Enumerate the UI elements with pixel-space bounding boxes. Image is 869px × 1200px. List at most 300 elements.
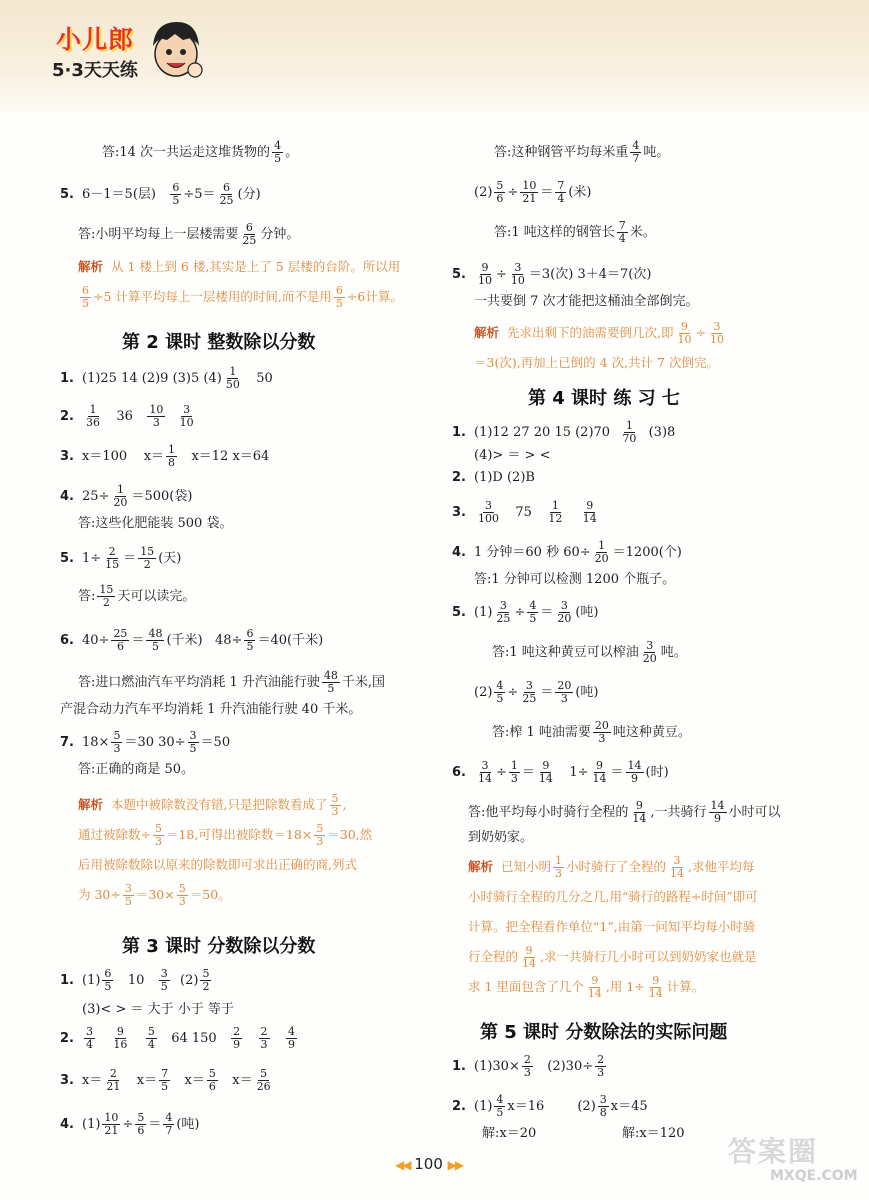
denominator: 3 <box>598 732 606 745</box>
question-number: 2. <box>452 1099 466 1114</box>
fraction <box>537 760 555 785</box>
fraction <box>153 823 164 848</box>
denominator: 5 <box>104 980 112 993</box>
text: 10 <box>127 973 145 988</box>
denominator: 9 <box>631 772 639 785</box>
fraction <box>494 680 505 705</box>
answer-line: 答:这些化肥能装 500 袋。 <box>78 516 233 531</box>
solution-line: 解:x＝20 <box>482 1126 537 1141</box>
analysis-block: 解析 本题中被除数没有错,只是把除数看成了 $\frac{5}{3}$ , 通过被除数÷ $\frac{5}{3}$ ＝18,可得出被除数＝18× $\frac{5}{3}$ ＝30,然 后用被除数除以原来的除数即可求出正确的商,列式 为 30÷ $\frac{3}{5}$ ＝30× $\frac{5}{3}$ ＝50。 <box>78 792 373 908</box>
denominator: 5 <box>529 612 537 625</box>
denominator: 3 <box>260 1038 268 1051</box>
numerator: 6 <box>82 284 89 297</box>
question-6: 6. 40÷ $\frac{25}{6}$ ＝ $\frac{48}{5}$ (千米) 48÷ $\frac{6}{5}$ ＝40(千米) <box>60 627 324 653</box>
text: (1) <box>474 605 493 620</box>
numerator: 3 <box>499 599 507 612</box>
answer-line <box>492 720 691 745</box>
text: x＝ <box>136 1073 158 1088</box>
fraction <box>476 500 501 525</box>
numerator: 2 <box>260 1025 268 1038</box>
text: (1) <box>82 1117 101 1132</box>
denominator: 14 <box>522 957 537 970</box>
answer-line: 产混合动力汽车平均消耗 1 升汽油能行驶 40 千米。 <box>60 702 362 717</box>
fraction <box>593 720 611 745</box>
text: x＝ <box>184 1073 205 1088</box>
denominator: 4 <box>557 192 565 205</box>
analysis-block <box>468 852 838 1002</box>
numerator: 1 <box>510 759 518 772</box>
numerator: 3 <box>160 967 168 980</box>
text: 分钟。 <box>260 227 300 242</box>
numerator: 7 <box>161 1067 169 1080</box>
denominator: 4 <box>147 1038 155 1051</box>
watermark-url: MXQE.COM <box>770 1168 858 1184</box>
text: (吨) <box>176 1117 200 1132</box>
text: (天) <box>158 551 182 566</box>
text: ,求一共骑行几小时可以到奶奶家也就是 <box>540 949 757 964</box>
text: ,用 1÷ <box>605 979 645 994</box>
question-2: 2. $\frac{1}{36}$ 36 $\frac{10}{3}$ $\frac{3}{10}$ <box>60 403 194 429</box>
denominator: 9 <box>714 812 722 825</box>
denominator: 10 <box>478 274 492 287</box>
fraction <box>520 680 538 705</box>
fraction <box>593 540 611 565</box>
fraction <box>555 600 573 625</box>
fraction <box>522 1054 533 1079</box>
answer-line <box>494 220 656 245</box>
denominator: 5 <box>124 895 132 908</box>
numerator: 9 <box>525 944 533 957</box>
denominator: 5 <box>496 1106 504 1119</box>
text: 75 <box>515 505 532 520</box>
fraction <box>641 640 659 665</box>
fraction <box>244 628 255 653</box>
denominator: 14 <box>632 812 647 825</box>
numerator: 25 <box>113 627 128 640</box>
section-heading: 第 4 课时 练 习 七 <box>528 388 680 409</box>
question-number: 7. <box>60 735 74 750</box>
section-heading: 第 5 课时 分数除法的实际问题 <box>480 1022 728 1043</box>
numerator: 2 <box>597 1053 605 1066</box>
denominator: 25 <box>496 612 511 625</box>
denominator: 5 <box>151 640 159 653</box>
text: (2) <box>577 1099 596 1114</box>
answer-line <box>492 640 687 665</box>
analysis-block: 解析 先求出剩下的油需要倒几次,即 $\frac{9}{10}$ ÷ $\frac{3}{10}$ ＝3(次),再加上已倒的 4 次,共计 7 次倒完。 <box>474 320 724 370</box>
question-5: 5. $\frac{9}{10}$ ÷ $\frac{3}{10}$ ＝3(次) 3＋4＝7(次) <box>452 261 652 287</box>
denominator: 3 <box>316 835 324 848</box>
logo-subtitle: 5·3天天练 <box>52 60 138 81</box>
text: 答:他平均每小时骑行全程的 <box>468 805 629 820</box>
denominator: 6 <box>496 192 504 205</box>
numerator: 3 <box>485 499 492 512</box>
fraction <box>102 968 113 993</box>
fraction <box>224 366 242 391</box>
question-number: 4. <box>60 489 74 504</box>
fraction <box>159 968 170 993</box>
question-number: 6. <box>60 633 74 648</box>
denominator: 3 <box>113 742 121 755</box>
numerator: 5 <box>178 882 186 895</box>
text: 求 1 里面包含了几个 <box>468 979 584 994</box>
question-number: 6. <box>452 765 466 780</box>
fraction <box>598 1094 609 1119</box>
numerator: 3 <box>514 261 522 274</box>
question-2 <box>452 468 535 488</box>
watermark: 答案圈 <box>728 1135 819 1168</box>
numerator: 4 <box>274 139 282 152</box>
denominator: 3 <box>152 416 160 429</box>
fraction <box>111 730 122 755</box>
question-number: 5. <box>60 551 74 566</box>
numerator: 2 <box>523 1053 531 1066</box>
text: x＝12 x＝64 <box>191 449 270 464</box>
question-4-2: (2) $\frac{5}{6}$ ÷ $\frac{10}{21}$ ＝ $\frac{7}{4}$ (米) <box>474 179 592 205</box>
numerator: 3 <box>673 854 681 867</box>
fraction <box>709 800 727 825</box>
denominator: 12 <box>548 512 563 525</box>
denominator: 20 <box>557 612 572 625</box>
fraction <box>494 1094 505 1119</box>
fraction <box>80 285 91 310</box>
denominator: 9 <box>233 1038 241 1051</box>
question-number: 3. <box>60 1073 74 1088</box>
denominator: 14 <box>648 987 663 1000</box>
numerator: 10 <box>522 179 537 192</box>
numerator: 3 <box>86 1025 93 1038</box>
fraction <box>581 500 599 525</box>
text: 为 30÷ <box>78 887 121 902</box>
answer-line: 答: $\frac{15}{2}$ 天可以读完。 <box>78 583 196 609</box>
numerator: 9 <box>596 759 603 772</box>
numerator: 1 <box>116 483 124 496</box>
fraction <box>322 670 340 695</box>
text: x＝100 <box>82 449 128 464</box>
fraction <box>708 321 726 346</box>
text: (3)8 <box>648 425 676 440</box>
fraction <box>676 321 694 346</box>
denominator: 21 <box>104 1124 119 1137</box>
numerator: 5 <box>137 1111 145 1124</box>
numerator: 1 <box>551 499 559 512</box>
fraction <box>146 1026 157 1051</box>
denominator: 14 <box>592 772 607 785</box>
numerator: 1 <box>555 854 563 867</box>
question-number: 4. <box>452 545 466 560</box>
fraction <box>240 222 258 247</box>
text: (米) <box>568 185 592 200</box>
text: (2) <box>180 973 199 988</box>
numerator: 3 <box>481 759 489 772</box>
question-4: 4. (1) $\frac{10}{21}$ ÷ $\frac{5}{6}$ ＝ $\frac{4}{7}$ (吨) <box>60 1111 200 1137</box>
fraction <box>231 1026 242 1051</box>
numerator: 20 <box>557 679 572 692</box>
numerator: 5 <box>331 792 339 805</box>
analysis-tag: 解析 <box>468 859 494 874</box>
numerator: 48 <box>148 627 163 640</box>
question-5b: 5. 1÷ $\frac{2}{15}$ ＝ $\frac{15}{2}$ (天) <box>60 545 182 571</box>
question-number: 1. <box>60 973 74 988</box>
numerator: 7 <box>618 219 626 232</box>
question-number: 1. <box>452 425 466 440</box>
fraction <box>330 793 341 818</box>
denominator: 14 <box>538 772 553 785</box>
text: 后用被除数除以原来的除数即可求出正确的商,列式 <box>78 857 357 872</box>
text: (1)12 27 20 15 (2)70 <box>474 425 611 440</box>
numerator: 10 <box>104 1111 119 1124</box>
text: (千米) <box>166 633 203 648</box>
denominator: 3 <box>560 692 568 705</box>
question-number: 5. <box>452 267 466 282</box>
fraction <box>668 855 686 880</box>
fraction <box>159 1068 170 1093</box>
numerator: 48 <box>323 669 338 682</box>
text: 答:1 吨这种黄豆可以榨油 <box>492 645 639 660</box>
numerator: 2 <box>108 545 116 558</box>
text: 天可以读完。 <box>117 589 196 604</box>
fraction <box>494 600 512 625</box>
text: 6－1＝5(层) <box>82 187 156 202</box>
fraction <box>617 220 628 245</box>
question-number: 3. <box>60 449 74 464</box>
numerator: 15 <box>99 583 114 596</box>
denominator: 25 <box>219 194 234 207</box>
text: ＝50。 <box>189 887 231 902</box>
denominator: 21 <box>106 1080 121 1093</box>
question-number: 3. <box>452 505 466 520</box>
fraction <box>555 180 566 205</box>
denominator: 20 <box>113 496 128 509</box>
text: 通过被除数÷ <box>78 827 151 842</box>
text: (1)D (2)B <box>474 470 535 485</box>
fraction <box>626 760 644 785</box>
text: 先求出剩下的油需要倒几次,即 <box>507 325 674 340</box>
numerator: 2 <box>109 1067 117 1080</box>
question-4 <box>60 484 192 509</box>
numerator: 4 <box>632 139 640 152</box>
text: 50 <box>256 371 273 386</box>
fraction <box>546 500 564 525</box>
fraction <box>147 404 165 429</box>
numerator: 6 <box>172 181 180 194</box>
fraction <box>259 1026 270 1051</box>
denominator: 5 <box>274 152 282 165</box>
text: x＝ <box>82 1073 103 1088</box>
question-6: 6. $\frac{3}{14}$ ÷ $\frac{1}{3}$ ＝ $\frac{9}{14}$ 1÷ $\frac{9}{14}$ ＝ $\frac{14}{9}$ (时) <box>452 759 669 785</box>
text: ＝30 30÷ <box>124 735 186 750</box>
text: 答:1 吨这样的钢管长 <box>494 225 615 240</box>
numerator: 4 <box>496 1093 504 1106</box>
numerator: 6 <box>223 181 231 194</box>
fraction <box>314 823 325 848</box>
fraction <box>177 883 188 908</box>
question-2 <box>60 1026 299 1051</box>
text: 1 分钟＝60 秒 60÷ <box>474 545 591 560</box>
question-3 <box>60 444 269 469</box>
text: 答:这种钢管平均每米重 <box>494 145 629 160</box>
denominator: 2 <box>143 558 151 571</box>
denominator: 6 <box>208 1080 216 1093</box>
fraction <box>178 404 196 429</box>
denominator: 14 <box>587 987 602 1000</box>
denominator: 3 <box>523 1066 531 1079</box>
text: 吨。 <box>660 645 687 660</box>
numerator: 9 <box>591 974 599 987</box>
denominator: 4 <box>86 1038 93 1051</box>
numerator: 9 <box>635 799 643 812</box>
denominator: 6 <box>137 1124 145 1137</box>
numerator: 3 <box>124 882 132 895</box>
text: ＝3(次),再加上已倒的 4 次,共计 7 次倒完。 <box>474 355 719 370</box>
numerator: 5 <box>208 1067 216 1080</box>
answer-line <box>78 670 385 695</box>
analysis-block: 解析 从 1 楼上到 6 楼,其实是上了 5 层楼的台阶。所以用 $\frac{6}{5}$ ÷5 计算平均每上一层楼用的时间,而不是用 $\frac{6}{5}$ ÷6计算。 <box>78 259 403 310</box>
question-1 <box>60 968 213 993</box>
numerator: 3 <box>560 599 568 612</box>
text: (1) <box>474 1099 493 1114</box>
denominator: 26 <box>256 1080 271 1093</box>
fraction <box>102 1112 120 1137</box>
numerator: 14 <box>710 799 725 812</box>
question-number: 2. <box>60 409 74 424</box>
denominator: 10 <box>677 333 692 346</box>
section-heading: 第 2 课时 整数除以分数 <box>122 332 316 353</box>
answer-line: 一共要倒 7 次才能把这桶油全部倒完。 <box>474 294 699 309</box>
fraction <box>103 546 121 571</box>
fraction <box>520 945 538 970</box>
text: 1÷ <box>569 765 589 780</box>
numerator: 3 <box>713 320 721 333</box>
denominator: 2 <box>102 596 110 609</box>
text: ＝18,可得出被除数＝18× <box>165 827 313 842</box>
denominator: 5 <box>335 297 343 310</box>
numerator: 1 <box>229 365 237 378</box>
text: ＝500(袋) <box>131 489 193 504</box>
numerator: 4 <box>287 1025 295 1038</box>
numerator: 6 <box>245 221 253 234</box>
logo-title: 小儿郎 <box>56 25 135 54</box>
question-number: 2. <box>60 1031 74 1046</box>
numerator: 1 <box>598 539 606 552</box>
denominator: 7 <box>165 1124 173 1137</box>
numerator: 6 <box>246 627 254 640</box>
denominator: 5 <box>160 980 168 993</box>
page-number: 100 <box>414 1155 443 1173</box>
denominator: 5 <box>246 640 254 653</box>
analysis-tag: 解析 <box>78 259 104 274</box>
fraction <box>647 975 665 1000</box>
fraction <box>476 760 494 785</box>
denominator: 5 <box>82 297 89 310</box>
fraction <box>286 1026 297 1051</box>
denominator: 3 <box>178 895 186 908</box>
fraction <box>255 1068 273 1093</box>
cartoon-boy-icon <box>145 18 205 86</box>
fraction <box>494 180 505 205</box>
fraction <box>111 628 129 653</box>
question-number: 5. <box>452 605 466 620</box>
text: ＝40(千米) <box>257 633 324 648</box>
denominator: 20 <box>642 652 657 665</box>
numerator: 10 <box>149 403 164 416</box>
denominator: 9 <box>287 1038 295 1051</box>
numerator: 9 <box>586 499 594 512</box>
denominator: 10 <box>179 416 194 429</box>
question-3 <box>60 1068 275 1093</box>
question-2 <box>452 1094 648 1119</box>
denominator: 5 <box>161 1080 169 1093</box>
fraction <box>104 1068 122 1093</box>
numerator: 5 <box>316 822 324 835</box>
fraction <box>207 1068 218 1093</box>
numerator: 9 <box>542 759 550 772</box>
numerator: 5 <box>154 822 162 835</box>
numerator: 1 <box>168 443 176 456</box>
answer-line: 答:14 次一共运走这堆货物的 $\frac{4}{5}$ 。 <box>102 139 299 165</box>
numerator: 4 <box>165 1111 173 1124</box>
question-1 <box>452 420 675 445</box>
text: ＝1200(个) <box>612 545 682 560</box>
text: (2) <box>474 685 493 700</box>
text: x＝ <box>232 1073 253 1088</box>
text: 行全程的 <box>468 949 519 964</box>
fraction <box>476 262 494 287</box>
text: (1) <box>82 973 101 988</box>
text: x＝16 <box>507 1099 545 1114</box>
answer-line <box>468 800 781 825</box>
fraction <box>123 883 134 908</box>
fraction <box>520 180 538 205</box>
denominator: 25 <box>242 234 257 247</box>
denominator: 25 <box>522 692 537 705</box>
fraction <box>527 600 538 625</box>
answer-line <box>494 140 669 165</box>
question-3 <box>452 500 601 525</box>
text: (吨) <box>575 685 599 700</box>
text: (吨) <box>575 605 599 620</box>
question-number: 2. <box>452 470 466 485</box>
text: ,求他平均每 <box>688 859 755 874</box>
denominator: 5 <box>172 194 180 207</box>
fraction <box>334 285 345 310</box>
numerator: 3 <box>599 1093 607 1106</box>
denominator: 5 <box>189 742 197 755</box>
numerator: 7 <box>557 179 565 192</box>
solution-line: 解:x＝120 <box>622 1126 685 1141</box>
denominator: 6 <box>116 640 124 653</box>
question-4 <box>452 540 682 565</box>
denominator: 5 <box>496 692 504 705</box>
fraction <box>166 444 177 469</box>
numerator: 5 <box>496 179 504 192</box>
text: 计算。 <box>365 289 403 304</box>
text: (1)25 14 (2)9 (3)5 (4) <box>82 371 222 386</box>
denominator: 4 <box>618 232 626 245</box>
denominator: 21 <box>522 192 537 205</box>
denominator: 10 <box>510 274 525 287</box>
question-1 <box>452 1054 608 1079</box>
denominator: 2 <box>202 980 210 993</box>
fraction <box>272 140 283 165</box>
fraction <box>218 182 236 207</box>
text: ＝3(次) 3＋4＝7(次) <box>528 267 652 282</box>
numerator: 2 <box>233 1025 241 1038</box>
fraction <box>97 584 115 609</box>
text: (时) <box>645 765 669 780</box>
answer-line: 到奶奶家。 <box>468 830 534 845</box>
numerator: 6 <box>104 967 112 980</box>
numerator: 5 <box>147 1025 155 1038</box>
